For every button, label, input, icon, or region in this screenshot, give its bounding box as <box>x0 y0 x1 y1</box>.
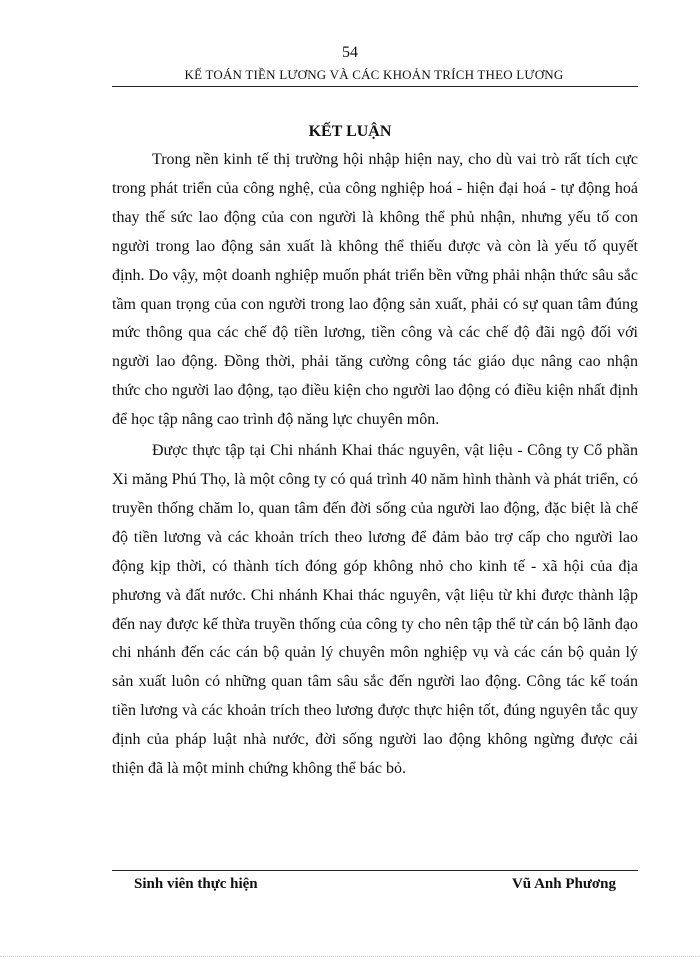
header-divider <box>112 86 638 87</box>
paragraph-2: Được thực tập tại Chi nhánh Khai thác nguyên, vật liệu - Công ty Cổ phần Xi măng Phú Thọ, là một công ty có quá trình 40 năm hình thành và phát triển, có truyền thống chăm lo, quan tâm đến đời sống của người lao động, đặc biệt là chế độ tiền lương và các khoản trích theo lương để đảm bảo trợ cấp cho người lao động kịp thời, có thành tích đóng góp không nhỏ cho kinh tế - xã hội của địa phương và đất nước. Chi nhánh Khai thác nguyên, vật liệu từ khi được thành lập đến nay được kế thừa truyền thống của công ty cho nên tập thể từ cán bộ lãnh đạo chi nhánh đến các cán bộ quản lý chuyên môn nghiệp vụ và các cán bộ quản lý sản xuất luôn có những quan tâm sâu sắc đến người lao động. Công tác kế toán tiền lương và các khoản trích theo lương được thực hiện tốt, đúng nguyên tắc quy định của pháp luật nhà nước, đời sống người lao động không ngừng được cải thiện đã là một minh chứng không thể bác bỏ. <box>112 442 638 778</box>
paragraph-1: Trong nền kinh tế thị trường hội nhập hiện nay, cho dù vai trò rất tích cực trong phát triển của công nghệ, của công nghiệp hoá - hiện đại hoá - tự động hoá thay thế sức lao động của con người là không thể phủ nhận, nhưng yếu tố con người trong lao động sản xuất là không thể thiếu được và còn là yếu tố quyết định. Do vậy, một doanh nghiệp muốn phát triển bền vững phải nhận thức sâu sắc tầm quan trọng của con người trong lao động sản xuất, phải có sự quan tâm đúng mức thông qua các chế độ tiền lương, tiền công và các chế độ đãi ngộ đối với người lao động. Đồng thời, phải tăng cường công tác giáo dục nâng cao nhận thức cho người lao động, tạo điều kiện cho người lao động có điều kiện nhất định để học tập nâng cao trình độ năng lực chuyên môn. <box>112 151 638 429</box>
body-text <box>112 146 638 784</box>
footer-author-name: Vũ Anh Phương <box>511 876 616 892</box>
section-heading: KẾT LUẬN <box>308 123 392 140</box>
footer-divider <box>112 870 638 871</box>
running-header-title: KẾ TOÁN TIỀN LƯƠNG VÀ CÁC KHOẢN TRÍCH THEO LƯƠNG <box>184 67 564 82</box>
page-number: 54 <box>342 44 358 61</box>
footer-student-label: Sinh viên thực hiện <box>134 876 258 892</box>
page-bottom-edge <box>0 956 700 957</box>
